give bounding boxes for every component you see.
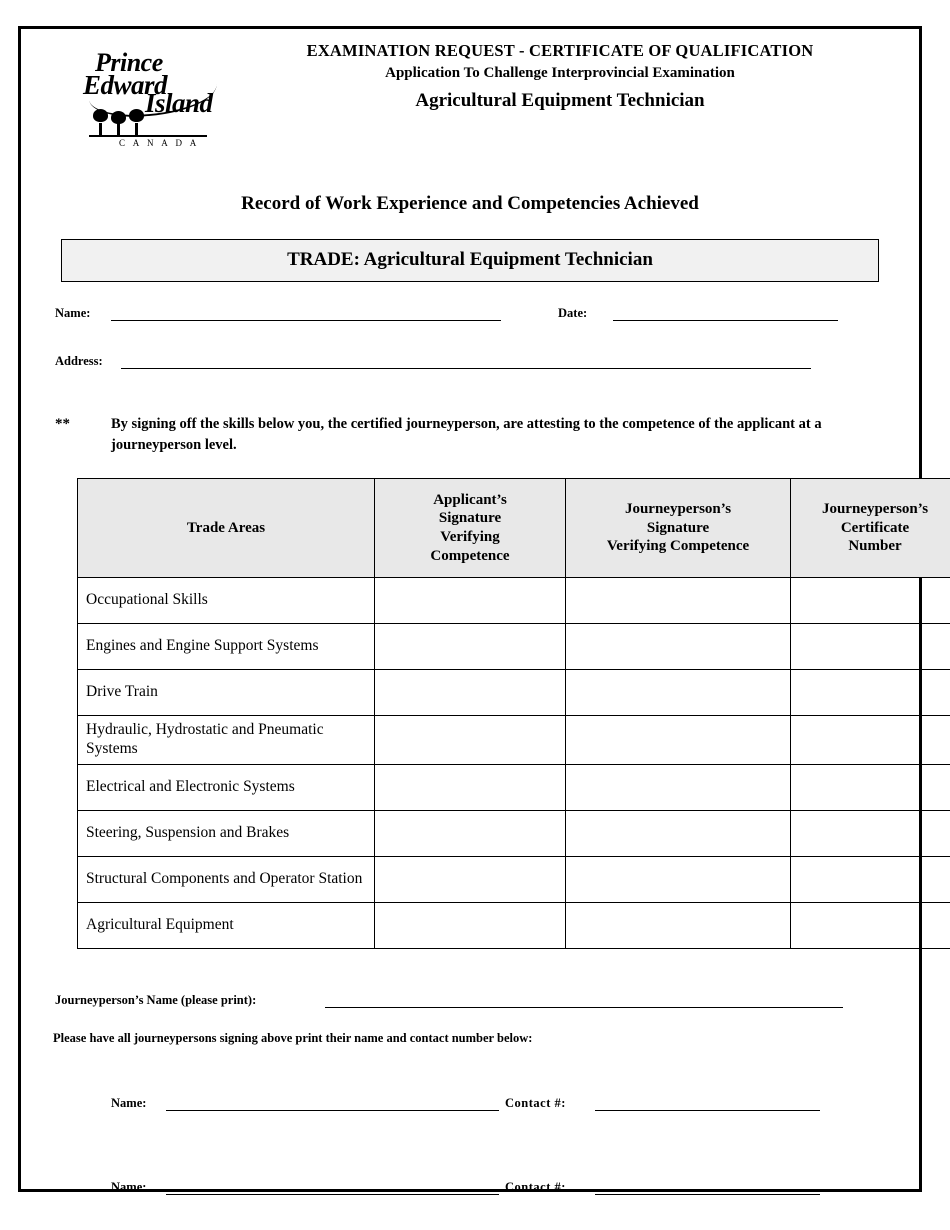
certificate-number-cell[interactable] (791, 810, 950, 856)
journeyperson-signature-cell[interactable] (566, 764, 791, 810)
applicant-signature-cell[interactable] (375, 856, 566, 902)
column-header-journeyperson-signature (566, 479, 791, 578)
trees-icon (91, 109, 171, 135)
contact-name-label: Name: (111, 1179, 147, 1194)
table-row (78, 624, 950, 670)
table-row (78, 856, 950, 902)
competency-table (77, 478, 950, 949)
applicant-header-line-2: Signature (438, 510, 502, 527)
trade-area-cell: Drive Train (78, 670, 375, 716)
applicant-signature-cell[interactable] (375, 902, 566, 948)
attestation-note (53, 414, 887, 456)
table-header-row (78, 479, 950, 578)
contact-number-label: Contact #: (505, 1095, 566, 1110)
date-input[interactable] (613, 320, 838, 321)
journeyperson-signature-cell[interactable] (566, 624, 791, 670)
certificate-number-cell[interactable] (791, 856, 950, 902)
header-title-block (233, 41, 887, 112)
trade-area-cell: Agricultural Equipment (78, 902, 375, 948)
trade-area-cell: Steering, Suspension and Brakes (78, 810, 375, 856)
journeyperson-signature-cell[interactable] (566, 578, 791, 624)
certificate-header-line-3: Number (848, 538, 902, 555)
trade-area-cell: Hydraulic, Hydrostatic and Pneumatic Systems (78, 716, 375, 765)
certificate-number-cell[interactable] (791, 578, 950, 624)
name-label: Name: (55, 306, 91, 320)
applicant-header-line-3: Verifying (440, 529, 500, 546)
logo-text-island: Island (145, 88, 213, 118)
table-row (78, 670, 950, 716)
table-row (78, 764, 950, 810)
applicant-signature-cell[interactable] (375, 670, 566, 716)
journeyperson-signature-cell[interactable] (566, 856, 791, 902)
certificate-header-line-1: Journeyperson’s (821, 500, 929, 517)
certificate-number-cell[interactable] (791, 624, 950, 670)
name-input[interactable] (111, 320, 501, 321)
journeyperson-name-label: Journeyperson’s Name (please print): (55, 992, 257, 1007)
pei-logo (81, 48, 231, 151)
footer-section (53, 991, 887, 1204)
trade-banner: TRADE: Agricultural Equipment Technician (61, 239, 879, 282)
column-header-certificate-number (791, 479, 950, 578)
journeyperson-name-row (53, 991, 887, 1013)
certificate-number-cell[interactable] (791, 764, 950, 810)
table-row (78, 902, 950, 948)
print-instruction-text: Please have all journeypersons signing above print their name and contact number below: (53, 1030, 533, 1045)
journeyperson-header-line-3: Verifying Competence (606, 538, 750, 555)
document-title-primary: EXAMINATION REQUEST - CERTIFICATE OF QUALIFICATION (306, 41, 814, 60)
address-label: Address: (55, 354, 103, 368)
record-heading: Record of Work Experience and Competencies Achieved (241, 193, 699, 214)
contact-name-input[interactable] (166, 1110, 499, 1111)
table-row (78, 810, 950, 856)
table-row (78, 716, 950, 765)
applicant-header-line-4: Competence (430, 547, 510, 564)
date-label: Date: (558, 306, 588, 320)
certificate-number-cell[interactable] (791, 716, 950, 765)
contact-row (53, 1094, 887, 1120)
journeyperson-header-line-1: Journeyperson’s (624, 500, 732, 517)
contact-number-input[interactable] (595, 1194, 820, 1195)
address-input[interactable] (121, 368, 811, 369)
table-row (78, 578, 950, 624)
contact-name-input[interactable] (166, 1194, 499, 1195)
trade-area-cell: Engines and Engine Support Systems (78, 624, 375, 670)
journeyperson-signature-cell[interactable] (566, 810, 791, 856)
applicant-signature-cell[interactable] (375, 764, 566, 810)
document-title-secondary: Application To Challenge Interprovincial Examination (385, 65, 735, 81)
document-title-trade: Agricultural Equipment Technician (415, 90, 705, 111)
document-header (53, 29, 887, 148)
journeyperson-signature-cell[interactable] (566, 716, 791, 765)
contact-name-label: Name: (111, 1095, 147, 1110)
note-text: By signing off the skills below you, the certified journeyperson, are attesting to the competence of the applicant at a journeyperson level. (111, 416, 822, 454)
journeyperson-signature-cell[interactable] (566, 902, 791, 948)
certificate-header-line-2: Certificate (840, 519, 910, 536)
column-header-trade-areas: Trade Areas (78, 479, 375, 578)
trade-area-cell: Structural Components and Operator Station (78, 856, 375, 902)
certificate-number-cell[interactable] (791, 670, 950, 716)
logo-baseline-rule (89, 135, 207, 137)
column-header-applicant-signature (375, 479, 566, 578)
logo-text-prince: Prince (95, 48, 163, 77)
name-date-row (53, 304, 887, 324)
document-page (18, 26, 929, 1194)
applicant-signature-cell[interactable] (375, 716, 566, 765)
journeyperson-name-input[interactable] (325, 1007, 843, 1008)
trade-area-cell: Occupational Skills (78, 578, 375, 624)
applicant-signature-cell[interactable] (375, 810, 566, 856)
journeyperson-signature-cell[interactable] (566, 670, 791, 716)
certificate-number-cell[interactable] (791, 902, 950, 948)
applicant-signature-cell[interactable] (375, 578, 566, 624)
applicant-signature-cell[interactable] (375, 624, 566, 670)
trade-area-cell: Electrical and Electronic Systems (78, 764, 375, 810)
note-asterisks: ** (55, 416, 70, 432)
address-row (53, 352, 887, 372)
logo-text-edward: Edward (83, 70, 168, 100)
journeyperson-header-line-2: Signature (646, 519, 710, 536)
contact-number-input[interactable] (595, 1110, 820, 1111)
contact-row (53, 1178, 887, 1204)
applicant-header-line-1: Applicant’s (433, 491, 507, 508)
contact-number-label: Contact #: (505, 1179, 566, 1194)
logo-text-canada: C A N A D A (119, 138, 200, 148)
